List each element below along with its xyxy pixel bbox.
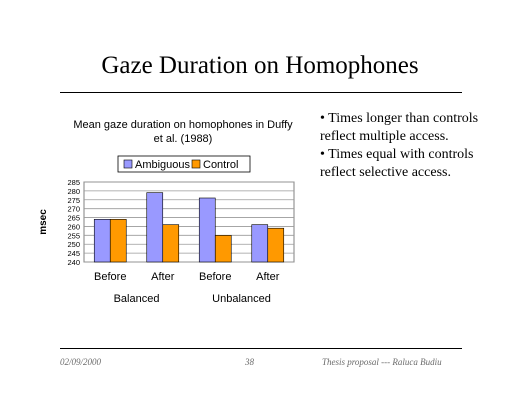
bullet-list: [320, 110, 490, 182]
y-tick-label: 245: [67, 249, 80, 259]
legend-swatch: [124, 160, 132, 168]
y-axis-label: msec: [38, 209, 49, 235]
legend-label: Ambiguous: [135, 159, 191, 171]
legend-label: Control: [203, 159, 239, 171]
footer-rule: [60, 348, 462, 349]
y-tick-label: 285: [67, 178, 80, 187]
bar-control: [110, 219, 126, 262]
group-label: Balanced: [113, 293, 160, 305]
legend-swatch: [192, 160, 200, 168]
y-tick-label: 275: [67, 195, 80, 205]
y-tick-label: 255: [67, 231, 80, 241]
x-tick-label: Before: [199, 271, 232, 283]
y-tick-label: 280: [67, 186, 80, 196]
bar-control: [163, 225, 179, 262]
slide-title: Gaze Duration on Homophones: [101, 52, 419, 79]
chart-title: Mean gaze duration on homophones in Duffy et al. (1988): [73, 119, 293, 145]
bar-ambiguous: [252, 225, 268, 262]
x-tick-label: Before: [94, 271, 127, 283]
bar-ambiguous: [147, 193, 163, 262]
footer-date: 02/09/2000: [60, 357, 102, 367]
y-tick-label: 260: [67, 222, 80, 232]
x-tick-label: After: [256, 271, 280, 283]
footer-note: Thesis proposal --- Raluca Budiu: [322, 357, 442, 367]
y-tick-label: 240: [67, 258, 80, 267]
y-tick-label: 270: [67, 204, 80, 214]
bar-control: [215, 235, 231, 262]
bar-ambiguous: [199, 198, 215, 262]
group-label: Unbalanced: [212, 293, 271, 305]
bullet-item: • Times equal with controls reflect selective access.: [320, 147, 474, 180]
y-tick-label: 250: [67, 240, 80, 250]
y-tick-label: 265: [67, 213, 80, 223]
x-tick-label: After: [151, 271, 175, 283]
bar-control: [268, 228, 284, 262]
bar-ambiguous: [94, 219, 110, 262]
footer-page-number: 38: [245, 357, 254, 367]
bullet-item: • Times longer than controls reflect multiple access.: [320, 111, 479, 144]
